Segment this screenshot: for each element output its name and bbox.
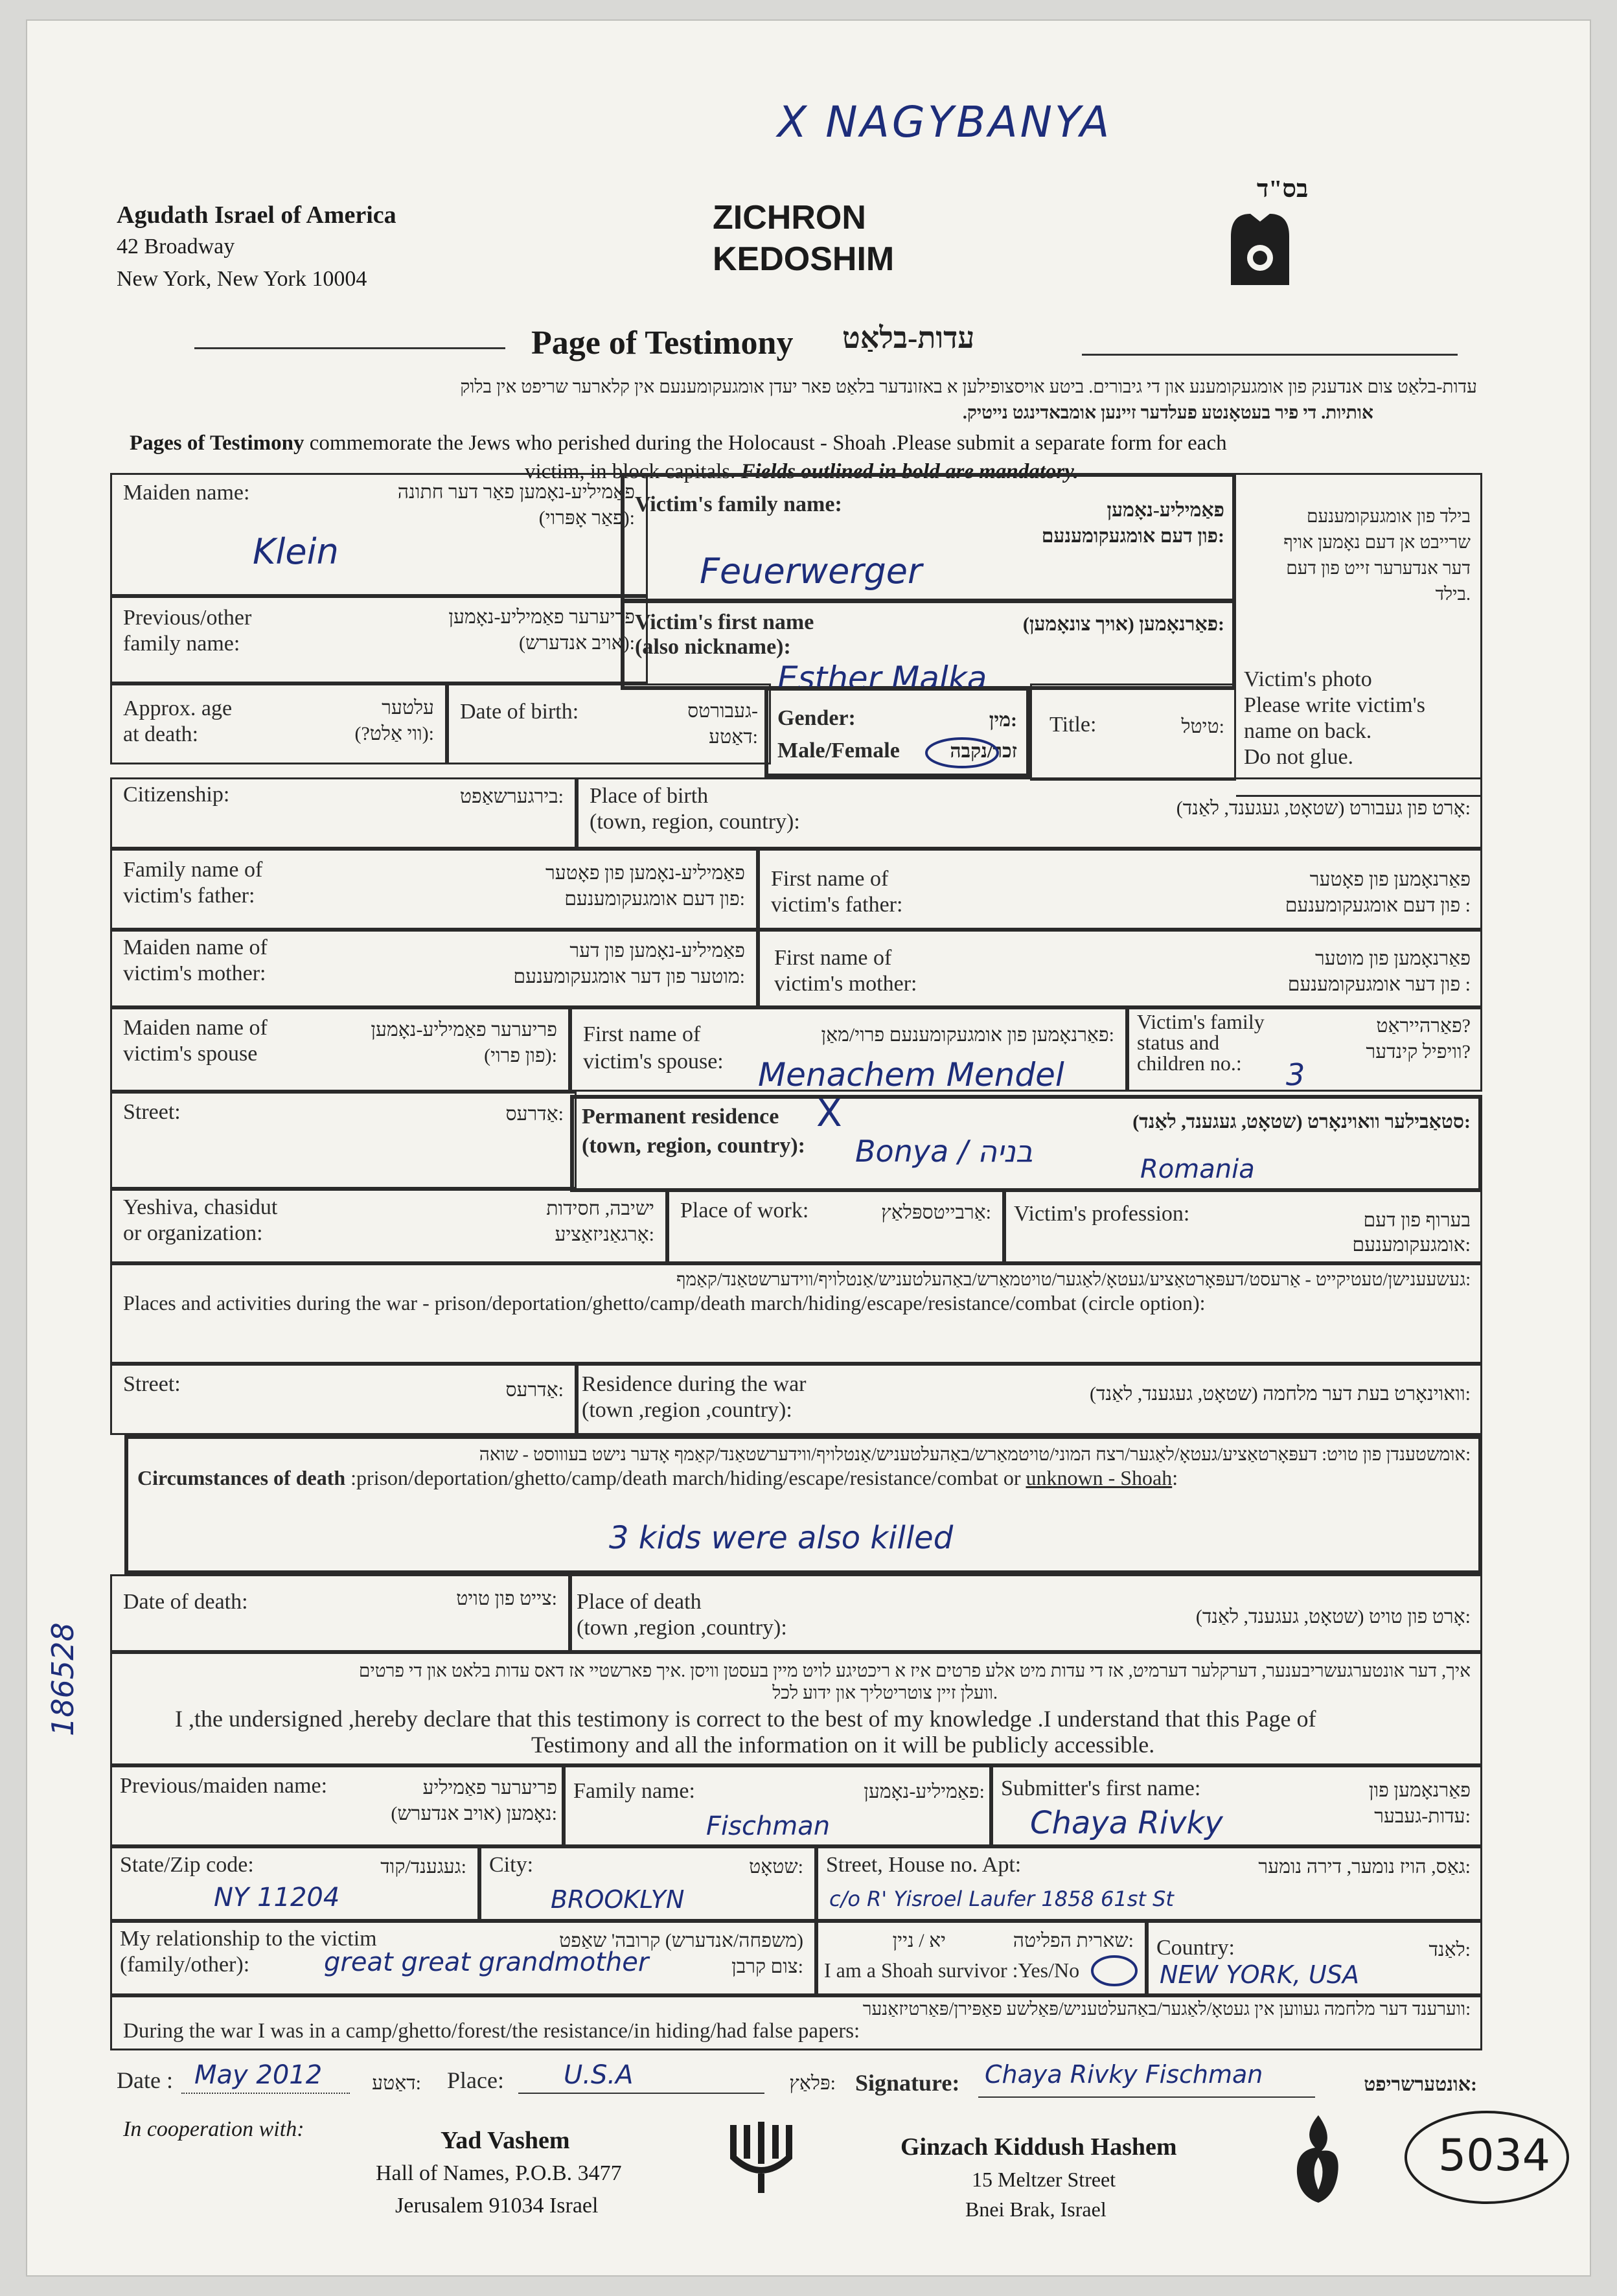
ginzach-flame-logo-icon (1283, 2112, 1354, 2209)
relationship-label-1: My relationship to the victim (120, 1927, 377, 1951)
previous-family-label-1: Previous/other (123, 606, 252, 630)
submitter-family-heb: :פאַמיליע-נאָמען (864, 1781, 985, 1802)
submitter-first-heb-2: :עדות-געבער (1374, 1806, 1471, 1827)
submitter-first-label: Submitter's first name: (1001, 1776, 1201, 1800)
title-heb: עדות-בלאַט (842, 321, 975, 354)
cooperation-label: In cooperation with: (123, 2117, 304, 2141)
photo-note-en-1: Victim's photo (1244, 667, 1372, 691)
yeshiva-label-2: or organization: (123, 1221, 263, 1245)
country-label: Country: (1156, 1936, 1235, 1960)
death-date-label: Date of death: (123, 1590, 248, 1614)
photo-note-heb-2: שרייבט אן דעם נאָמען אויף (1283, 533, 1471, 553)
family-name-heb-2: :פון דעם אומגעקומענעם (1041, 525, 1224, 547)
submitter-prev-maiden-label: Previous/maiden name: (120, 1774, 328, 1798)
photo-note-heb-4: .בילד (1435, 584, 1471, 604)
residence-label-1: Permanent residence (582, 1105, 779, 1129)
residence-heb: :סטאַבילער וואוינאָרט (שטאָט, געגענד, לאַנד) (1132, 1111, 1471, 1132)
center-title-2: KEDOSHIM (713, 240, 895, 278)
citizenship-heb: :בירגערשאַפט (459, 786, 564, 807)
intro-en-1 (130, 431, 1477, 455)
declaration-heb-1: איך, דער אונטערגעשריבענער, דערקלער דערמיט, אז די עדות מיט אלע פרטים איז א ריכטיגע לויט מיין בעסטן וויסן .איך פארשטיי אז דאס עדות בלאט און די פרטים (358, 1661, 1471, 1681)
gender-heb-2: זכר/נקבה (950, 740, 1017, 762)
age-heb-2: :(ווי אַלט?) (354, 723, 434, 744)
ginzach-address-2: Bnei Brak, Israel (965, 2198, 1107, 2221)
place-line (518, 2093, 764, 2094)
survivor-heb-2: יא / ניין (892, 1930, 946, 1951)
submitter-first-value: Chaya Rivky (1030, 1805, 1223, 1841)
submitter-street-label: Street, House no. Apt: (826, 1853, 1022, 1877)
date-line (181, 2093, 350, 2094)
state-zip-value: NY 11204 (214, 1883, 340, 1912)
family-name-value: Feuerwerger (700, 551, 923, 591)
yeshiva-heb-1: ישיבה, חסידות (546, 1198, 654, 1219)
mother-maiden-label-1: Maiden name of (123, 936, 268, 959)
profession-heb-1: בערוף פון דעם (1363, 1210, 1471, 1231)
father-family-label-1: Family name of (123, 858, 263, 882)
war-residence-label-1: Residence during the war (582, 1372, 807, 1396)
relationship-label-2: (family/other): (120, 1953, 250, 1977)
org-address-line1: 42 Broadway (117, 235, 235, 258)
title-rule-right (1082, 354, 1458, 356)
maiden-name-label: Maiden name: (123, 481, 250, 505)
family-name-label: Victim's family name: (635, 492, 842, 516)
yad-vashem-name: Yad Vashem (441, 2127, 570, 2154)
signature-heb: :אונטערשריפט (1364, 2074, 1477, 2095)
ginzach-name: Ginzach Kiddush Hashem (900, 2133, 1177, 2161)
relationship-heb-2: :צום קרבן (731, 1956, 803, 1977)
war-street-label: Street: (123, 1372, 181, 1396)
father-first-heb-2: : פון דעם אומגעקומענעם (1285, 895, 1471, 916)
war-street-heb: :אַדרעס (505, 1379, 564, 1401)
submitter-family-value: Fischman (706, 1811, 831, 1841)
maiden-name-value: Klein (253, 531, 339, 572)
intro-heb-1: עדות-בלאַט צום אנדענק פון אומגעקומענע און די גיבורים. ביטע אויסצופילען א באזונדער בלאַט פאר יעדן אומגעקומענעם אין קלארער שריפט אין בלוק (460, 377, 1477, 397)
family-status-label-2: status and (1137, 1031, 1220, 1054)
city-label: City: (489, 1853, 534, 1877)
survivor-heb-1: :שארית הפליטה (1013, 1930, 1134, 1951)
photo-note-en-2: Please write victim's (1244, 693, 1425, 717)
war-residence-heb: :וואוינאָרט בעת דער מלחמה (שטאָט, געגענד, לאַנד) (1090, 1383, 1471, 1405)
spouse-first-value: Menachem Mendel (758, 1056, 1064, 1094)
first-name-value: Esther Malka (777, 660, 987, 697)
yad-vashem-address-1: Hall of Names, P.O.B. 3477 (376, 2161, 622, 2185)
photo-note-heb-1: בילד פון אומגעקומענעם (1306, 507, 1471, 527)
date-label: Date : (117, 2067, 173, 2093)
survivor-no-circle-mark (1088, 1953, 1140, 1989)
place-heb: :פּלאַץ (789, 2072, 836, 2094)
spouse-maiden-heb-1: פריערער פאַמיליע-נאָמען (371, 1019, 557, 1040)
death-place-heb: :אָרט פון טויט (שטאָט, געגענד, לאַנד) (1195, 1606, 1471, 1627)
mother-first-label-1: First name of (774, 946, 892, 970)
spouse-maiden-label-2: victim's spouse (123, 1042, 258, 1066)
first-name-label-2: (also nickname): (635, 635, 791, 659)
photo-note-en-3: name on back. (1244, 719, 1372, 743)
circumstances-options: :prison/deportation/ghetto/camp/death march/hiding/escape/resistance/combat or (345, 1466, 1026, 1489)
center-title-1: ZICHRON (713, 199, 866, 236)
intro-mandatory-note: Fields outlined in bold are mandatory. (740, 460, 1079, 483)
circumstances-heb: :אומשטענדן פון טויט: דעפּאָרטאַציע/געטאָ/לאַגער/רצח המוני/טויטמאַרש/באַהעלטעניש/אַנטלויף/ווידערשטאַנד/קאַמף אָדער נישט בעוווסט - שואה (479, 1445, 1471, 1465)
date-heb: :דאַטע (372, 2072, 421, 2094)
submitter-prev-maiden-heb-1: פריערער פאַמיליע (422, 1777, 557, 1798)
mother-first-heb-2: : פון דער אומגעקומענעם (1287, 974, 1471, 995)
submitter-family-label: Family name: (573, 1779, 695, 1803)
birthplace-label-2: (town, region, country): (590, 810, 800, 834)
intro-en-bold: Pages of Testimony (130, 431, 304, 455)
yad-vashem-address-2: Jerusalem 91034 Israel (395, 2194, 599, 2218)
title-en: Page of Testimony (531, 325, 794, 362)
death-place-label-2: (town ,region ,country): (577, 1616, 787, 1640)
family-name-heb-1: פאַמיליע-נאָמען (1107, 499, 1224, 521)
ginzach-address-1: 15 Meltzer Street (972, 2168, 1116, 2191)
title-label: Title: (1049, 713, 1097, 737)
date-value: May 2012 (194, 2060, 323, 2090)
work-label: Place of work: (680, 1199, 809, 1223)
circumstances-label (137, 1465, 1178, 1490)
circumstances-unknown-option: unknown - Shoah (1026, 1466, 1173, 1489)
dob-heb-1: -געבורטס (687, 700, 758, 722)
handwritten-annotation: X NAGYBANYA (777, 97, 1112, 147)
relationship-heb-1: (משפחה/אנדערש) קרובה' שאַפט (559, 1930, 803, 1951)
family-status-heb-1: ?פאַרהייראַט (1376, 1015, 1471, 1037)
birthplace-heb: :אָרט פון געבורט (שטאָט, געגענד, לאַנד) (1176, 798, 1471, 819)
citizenship-label: Citizenship: (123, 783, 230, 807)
dob-heb-2: :דאַטע (709, 726, 758, 748)
activities-label: Places and activities during the war - prison/deportation/ghetto/camp/death march/hiding/escape/resistance/combat (circle option): (123, 1291, 1206, 1314)
previous-family-label-2: family name: (123, 632, 240, 656)
submitter-prev-maiden-heb-2: :נאָמען (אויב אנדערש) (391, 1803, 557, 1824)
intro-heb-2: אותיות. די פיר בעטאָנטע פעלדער זיינען אומבאדינגט נייטיק. (962, 403, 1373, 423)
first-name-heb: :פאַרנאָמען (אויך צונאָמען) (1022, 614, 1224, 635)
signature-label: Signature: (855, 2070, 960, 2096)
residence-town-value: Bonya / בניה (855, 1134, 1033, 1169)
camp-label: During the war I was in a camp/ghetto/forest/the resistance/in hiding/had false papers: (123, 2019, 860, 2043)
age-label-2: at death: (123, 722, 199, 746)
country-heb: :לאַנד (1428, 1939, 1471, 1960)
declaration-en-2: Testimony and all the information on it will be publicly accessible. (531, 1732, 1155, 1758)
gender-heb-1: :מין (989, 709, 1017, 731)
camp-heb: :ווערענד דער מלחמה געווען אין געטאָ/לאַגער/באַהעלטעניש/פּאַלשע פאַפּירן/פּאַרטיזאַנער (862, 1999, 1471, 2019)
circumstances-colon: : (1172, 1466, 1178, 1489)
family-status-heb-2: ?וויפיל קינדער (1366, 1041, 1471, 1062)
father-family-heb-1: פאַמיליע-נאָמען פון פאָטער (545, 862, 745, 884)
photo-note-en-4: Do not glue. (1244, 745, 1354, 769)
gender-label-1: Gender: (777, 706, 856, 730)
spouse-first-label-2: victim's spouse: (583, 1050, 724, 1073)
father-first-heb-1: פאַרנאָמען פון פאָטער (1309, 869, 1471, 890)
previous-family-heb-2: :(אויב אנדערש) (519, 632, 635, 654)
residence-country-value: Romania (1140, 1154, 1255, 1184)
profession-heb-2: :אומגעקומענעם (1352, 1234, 1471, 1256)
street-label: Street: (123, 1100, 181, 1124)
previous-family-heb-1: פריערער פאַמיליע-נאָמען (448, 606, 635, 628)
country-value: NEW YORK, USA (1160, 1960, 1359, 1989)
stamp-number: 5034 (1438, 2130, 1551, 2181)
dob-label: Date of birth: (460, 700, 579, 724)
state-zip-heb: :געגענד/קוד (380, 1856, 466, 1877)
relationship-value: great great grandmother (324, 1947, 649, 1977)
state-zip-label: State/Zip code: (120, 1853, 254, 1877)
work-heb: :אַרבייטספּלאַץ (881, 1202, 991, 1223)
declaration-heb-2: .וועלן זיין צוטריטליך און ידוע לכל (772, 1683, 998, 1703)
father-family-heb-2: :פון דעם אומגעקומענעם (564, 888, 745, 910)
logo-icon (1224, 207, 1296, 292)
spouse-first-label-1: First name of (583, 1022, 701, 1046)
maiden-name-heb-1: פאַמיליע-נאָמען פאַר דער חתונה (397, 481, 635, 503)
age-heb-1: עלטער (382, 697, 434, 718)
age-label-1: Approx. age (123, 696, 233, 720)
residence-mark: X (816, 1091, 842, 1135)
signature-line (978, 2096, 1315, 2098)
father-family-label-2: victim's father: (123, 884, 255, 908)
spouse-maiden-heb-2: :(פון פרוי) (484, 1045, 557, 1066)
residence-label-2: (town, region, country): (582, 1134, 805, 1158)
city-value: BROOKLYN (551, 1885, 685, 1914)
maiden-name-heb-2: :(פאַר אָפּרוי) (538, 507, 635, 529)
spouse-first-heb: :פאַרנאָמען פון אומגעקומענעם פרוי/מאַן (821, 1024, 1114, 1046)
intro-en-2-text: victim, in block capitals. (525, 460, 741, 483)
photo-note-heb-3: דער אנדערער זייט פון דעם (1286, 558, 1471, 579)
yeshiva-label-1: Yeshiva, chasidut (123, 1195, 278, 1219)
mother-maiden-heb-2: :מוטער פון דער אומגעקומענעם (513, 966, 745, 987)
org-address-line2: New York, New York 10004 (117, 267, 367, 291)
yeshiva-heb-2: :אָרגאַניזאַציע (555, 1224, 654, 1245)
children-count-value: 3 (1286, 1057, 1305, 1092)
profession-label: Victim's profession: (1014, 1202, 1190, 1226)
declaration-en-1: I ,the undersigned ,hereby declare that this testimony is correct to the best of my knowledge .I understand that this Page of (175, 1706, 1316, 1732)
death-date-heb: :צייט פון טויט (456, 1588, 557, 1609)
submitter-street-value: c/o R' Yisroel Laufer 1858 61st St (829, 1887, 1174, 1911)
father-first-label-1: First name of (771, 867, 889, 891)
first-name-label-1: Victim's first name (635, 610, 814, 634)
signature-value: Chaya Rivky Fischman (985, 2060, 1263, 2089)
activities-heb: :געשעענישן/טעטיקייט - אַרעסט/דעפּאָרטאַציע/געטאָ/לאַגער/טויטמאַרש/באַהעלטעניש/אַנטלויף/ווידערשטאַנד/קאַמף (676, 1270, 1471, 1290)
place-label: Place: (447, 2067, 504, 2093)
intro-en-rest: commemorate the Jews who perished during the Holocaust - Shoah .Please submit a separate form for each (304, 431, 1227, 455)
father-first-label-2: victim's father: (771, 893, 903, 917)
bsd-mark: בס"ד (1257, 176, 1309, 203)
title-heb: :טיטל (1181, 716, 1224, 737)
mother-first-label-2: victim's mother: (774, 972, 917, 996)
war-residence-label-2: (town ,region ,country): (582, 1398, 792, 1422)
submitter-first-heb-1: פאַרנאָמען פון (1368, 1780, 1471, 1801)
family-status-label-1: Victim's family (1137, 1010, 1265, 1033)
side-archive-number: 186528 (45, 1622, 80, 1736)
death-place-label-1: Place of death (577, 1590, 702, 1614)
circumstances-value: 3 kids were also killed (609, 1520, 954, 1556)
spouse-maiden-label-1: Maiden name of (123, 1016, 268, 1040)
circumstances-label-bold: Circumstances of death (137, 1466, 346, 1489)
city-heb: :שטאָט (749, 1856, 803, 1877)
mother-maiden-heb-1: פאַמיליע-נאָמען פון דער (569, 940, 745, 961)
birthplace-label-1: Place of birth (590, 784, 709, 808)
submitter-street-heb: :גאַס, הויז נומער, דירה נומער (1258, 1856, 1471, 1877)
street-heb: :אַדרעס (505, 1103, 564, 1125)
yad-vashem-logo-icon (726, 2112, 797, 2196)
mother-first-heb-1: פאַרנאָמען פון מוטער (1315, 948, 1471, 969)
org-name: Agudath Israel of America (117, 201, 396, 229)
page-of-testimony-form (26, 19, 1591, 2277)
mother-maiden-label-2: victim's mother: (123, 961, 266, 985)
place-value: U.S.A (564, 2060, 634, 2090)
title-rule-left (194, 347, 505, 349)
family-status-label-3: children no.: (1137, 1051, 1242, 1075)
survivor-label: I am a Shoah survivor :Yes/No (824, 1958, 1080, 1982)
gender-label-2: Male/Female (777, 739, 900, 763)
gender-circle-mark (923, 735, 1001, 771)
